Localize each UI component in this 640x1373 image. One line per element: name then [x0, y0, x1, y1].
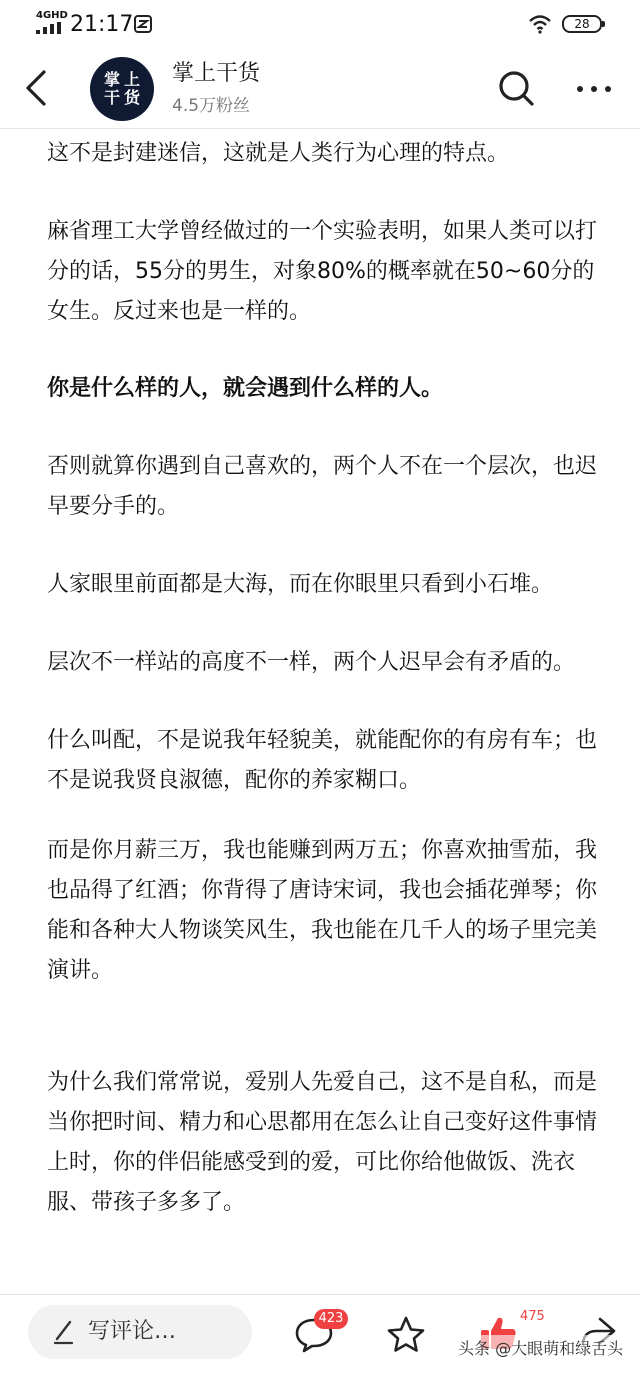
comment-placeholder: 写评论…	[88, 1319, 177, 1344]
notification-icon	[134, 15, 152, 33]
paragraph: 什么叫配，不是说我年轻貌美，就能配你的有房有车；也不是说我贤良淑德，配你的养家糊口。	[47, 728, 598, 793]
comment-input[interactable]	[28, 1305, 252, 1359]
paragraph-bold: 你是什么样的人，就会遇到什么样的人。	[47, 376, 444, 401]
bottom-action-bar	[0, 1294, 640, 1373]
fans-count: 4.5万粉丝	[172, 96, 251, 116]
paragraph: 人家眼里前面都是大海，而在你眼里只看到小石堆。	[47, 572, 554, 597]
paragraph: 层次不一样站的高度不一样，两个人迟早会有矛盾的。	[47, 650, 576, 675]
pen-icon	[52, 1319, 74, 1345]
paragraph: 为什么我们常常说，爱别人先爱自己，这不是自私，而是当你把时间、精力和心思都用在怎么让自己变好这件事情上时，你的伴侣能感受到的爱，可比你给他做饭、洗衣服、带孩子多多了。	[47, 1070, 598, 1215]
clock: 21:17	[70, 12, 134, 37]
article-header	[0, 50, 640, 129]
more-options-icon[interactable]	[574, 74, 614, 104]
search-icon[interactable]	[496, 68, 536, 108]
wifi-icon	[528, 14, 552, 34]
article-body	[47, 128, 603, 1223]
network-type: 4GHD	[36, 10, 68, 21]
favorite-star-icon[interactable]	[386, 1315, 426, 1355]
paragraph: 这不是封建迷信，这就是人类行为心理的特点。	[47, 141, 510, 166]
battery-icon: 28	[562, 15, 602, 33]
paragraph: 麻省理工大学曾经做过的一个实验表明，如果人类可以打分的话，55分的男生，对象80%的概率就在50~60分的女生。反过来也是一样的。	[47, 219, 598, 324]
watermark: 头条 @大眼萌和绿舌头	[458, 1339, 624, 1358]
avatar[interactable]	[90, 57, 154, 121]
avatar-text-top: 掌上	[103, 70, 144, 89]
signal-icon	[36, 22, 62, 34]
account-name[interactable]: 掌上干货	[172, 61, 261, 86]
avatar-text-bottom: 干货	[103, 88, 144, 107]
back-arrow-icon[interactable]	[20, 68, 56, 108]
status-bar	[0, 0, 640, 50]
comment-count-badge: 423	[314, 1309, 348, 1329]
battery-tip	[602, 21, 605, 27]
paragraph: 而是你月薪三万，我也能赚到两万五；你喜欢抽雪茄，我也品得了红酒；你背得了唐诗宋词，我也会插花弹琴；你能和各种大人物谈笑风生，我也能在几千人的场子里完美演讲。	[47, 838, 598, 983]
paragraph: 否则就算你遇到自己喜欢的，两个人不在一个层次，也迟早要分手的。	[47, 454, 598, 519]
like-count: 475	[520, 1309, 545, 1324]
